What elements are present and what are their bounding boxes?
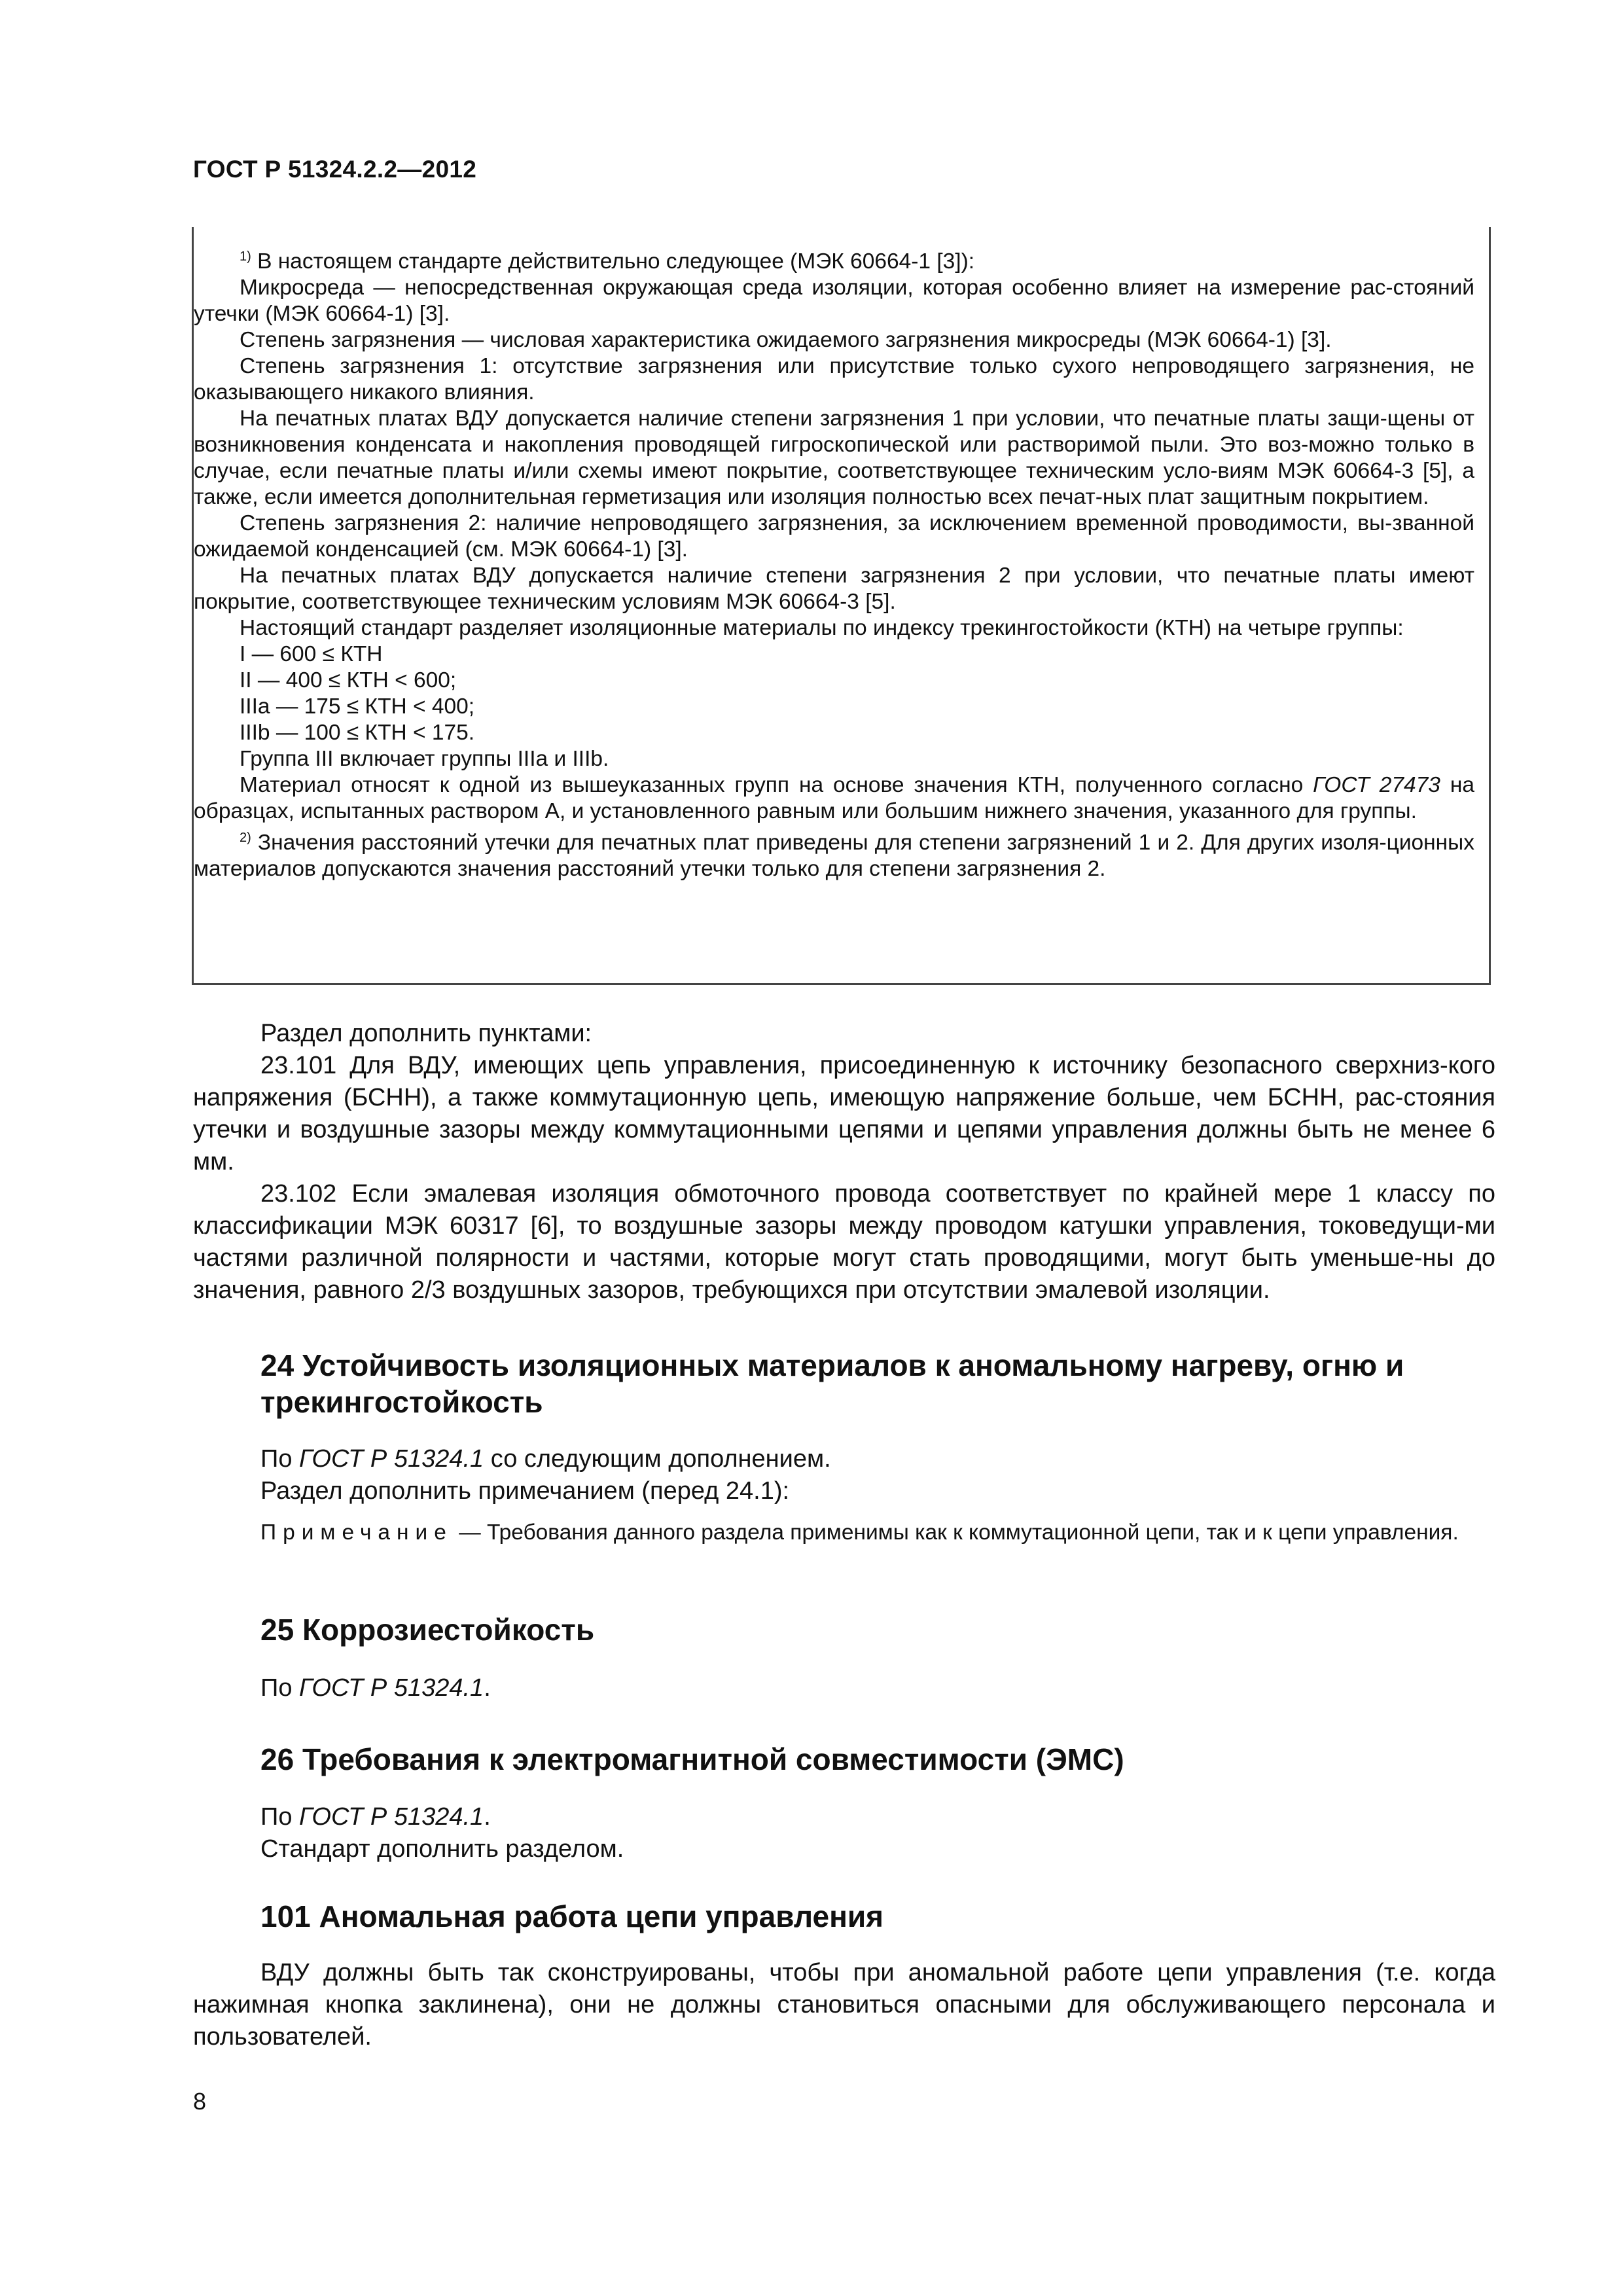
note-text: — Требования данного раздела применимы как к коммутационной цепи, так и к цепи управления. [452,1520,1459,1545]
section-25-reference [193,1672,1495,1704]
footnote-material-text-b: на образцах, испытанных раствором А, и установленного равным или большим нижнего значения, указанного для группы. [194,773,1474,823]
section-101-title: 101 Аномальная работа цепи управления [260,1899,883,1933]
section-24-note [193,1519,1495,1547]
footnote-group-3: Группа III включает группы IIIa и IIIb. [240,747,609,771]
footnote-groups-intro: Настоящий стандарт разделяет изоляционные материалы по индексу трекингостойкости (КТН) на четыре группы: [240,616,1404,640]
footnote-1-intro-text: В настоящем стандарте действительно следующее (МЭК 60664-1 [3]): [251,249,975,274]
footnote-material-text-a: Материал относят к одной из вышеуказанных групп на основе значения КТН, полученного согласно [240,773,1313,797]
section-23-additions [193,1018,1495,1306]
section-26-ref-suffix: . [484,1803,491,1831]
footnote-pollution-degree-1: Степень загрязнения 1: отсутствие загрязнения или присутствие только сухого непроводящего загрязнения, не оказывающего никакого влияния. [194,354,1474,404]
footnote-material [194,772,1489,825]
section-26-title: 26 Требования к электромагнитной совместимости (ЭМС) [260,1742,1124,1776]
section-25-ref-standard: ГОСТ Р 51324.1 [299,1674,484,1702]
section-24-ref-prefix: По [260,1445,300,1473]
footnote-2 [194,825,1489,882]
section-25-body [193,1672,1495,1704]
section-25-title: 25 Коррозиестойкость [260,1613,595,1647]
clause-23-102: 23.102 Если эмалевая изоляция обмоточного провода соответствует по крайней мере 1 классу по классификации МЭК 60317 [6], то воздушные зазоры между проводом катушки управления, токоведущи-ми частями различной полярности и частями, которые могут стать проводящими, могут быть уменьше-ны до значения, равного 2/3 воздушных зазоров, требующихся при отсутствии эмалевой изоляции. [193,1180,1495,1304]
section-24-add-note: Раздел дополнить примечанием (перед 24.1): [260,1477,790,1505]
footnote-1-marker: 1) [240,249,251,264]
section-24-ref-standard: ГОСТ Р 51324.1 [299,1445,484,1473]
section-26-ref-prefix: По [260,1803,300,1831]
page-number: 8 [193,2088,207,2115]
section-25-ref-suffix: . [484,1674,491,1702]
section-101-text: ВДУ должны быть так сконструированы, чтобы при аномальной работе цепи управления (т.е. когда нажимная кнопка заклинена), они не должны становиться опасными для обслуживающего персонала и пользователей. [193,1959,1495,2051]
note-label: Примечание [260,1520,453,1545]
footnote-material-reference: ГОСТ 27473 [1313,773,1440,797]
footnote-pollution-degree: Степень загрязнения — числовая характеристика ожидаемого загрязнения микросреды (МЭК 60664-1) [3]. [240,328,1332,352]
footnote-group-item: IIIa — 175 ≤ КТН < 400; [240,694,475,719]
footnotes-box [192,227,1491,985]
section-26-body [193,1801,1495,1865]
section-23-intro: Раздел дополнить пунктами: [260,1020,592,1047]
section-24-body [193,1443,1495,1547]
footnote-pcb-degree-2: На печатных платах ВДУ допускается наличие степени загрязнения 2 при условии, что печатные платы имеют покрытие, соответствующее техническим условиям МЭК 60664-3 [5]. [194,564,1474,614]
section-26-reference [193,1801,1495,1833]
footnote-group-item: IIIb — 100 ≤ КТН < 175. [240,721,475,745]
footnote-1-intro [194,243,1489,275]
footnote-2-marker: 2) [240,831,251,845]
footnote-microenvironment: Микросреда — непосредственная окружающая среда изоляции, которая особенно влияет на измерение рас-стояний утечки (МЭК 60664-1) [3]. [194,276,1474,326]
footnote-group-item: II — 400 ≤ КТН < 600; [240,668,457,692]
section-25-ref-prefix: По [260,1674,300,1702]
section-26-ref-standard: ГОСТ Р 51324.1 [299,1803,484,1831]
section-24-reference [193,1443,1495,1475]
section-26-add: Стандарт дополнить разделом. [260,1835,624,1863]
section-24-title: 24 Устойчивость изоляционных материалов к аномальному нагреву, огню и трекингостойкость [260,1348,1404,1419]
footnote-group-item: I — 600 ≤ КТН [240,642,383,666]
section-24-ref-suffix: со следующим дополнением. [484,1445,831,1473]
document-id-header: ГОСТ Р 51324.2.2—2012 [193,156,477,183]
footnote-pcb-degree-1: На печатных платах ВДУ допускается наличие степени загрязнения 1 при условии, что печатные платы защи-щены от возникновения конденсата и накопления проводящей гигроскопической или растворимой пыли. Это воз-можно только в случае, если печатные платы и/или схемы имеют покрытие, соответствующее техническим усло-виям МЭК 60664-3 [5], а также, если имеется дополнительная герметизация или изоляция полностью всех печат-ных плат защитным покрытием. [194,406,1474,509]
footnote-pollution-degree-2: Степень загрязнения 2: наличие непроводящего загрязнения, за исключением временной проводимости, вы-званной ожидаемой конденсацией (см. МЭК 60664-1) [3]. [194,511,1474,562]
section-101-body [193,1957,1495,2053]
clause-23-101: 23.101 Для ВДУ, имеющих цепь управления, присоединенную к источнику безопасного сверхниз-кого напряжения (БСНН), а также коммутационную цепь, имеющую напряжение больше, чем БСНН, рас-стояния утечки и воздушные зазоры между коммутационными цепями и цепями управления должны быть не менее 6 мм. [193,1052,1495,1175]
footnote-2-text: Значения расстояний утечки для печатных плат приведены для степени загрязнений 1 и 2. Для других изоля-ционных материалов допускаются значения расстояний утечки только для степени загрязнения 2. [194,831,1474,881]
